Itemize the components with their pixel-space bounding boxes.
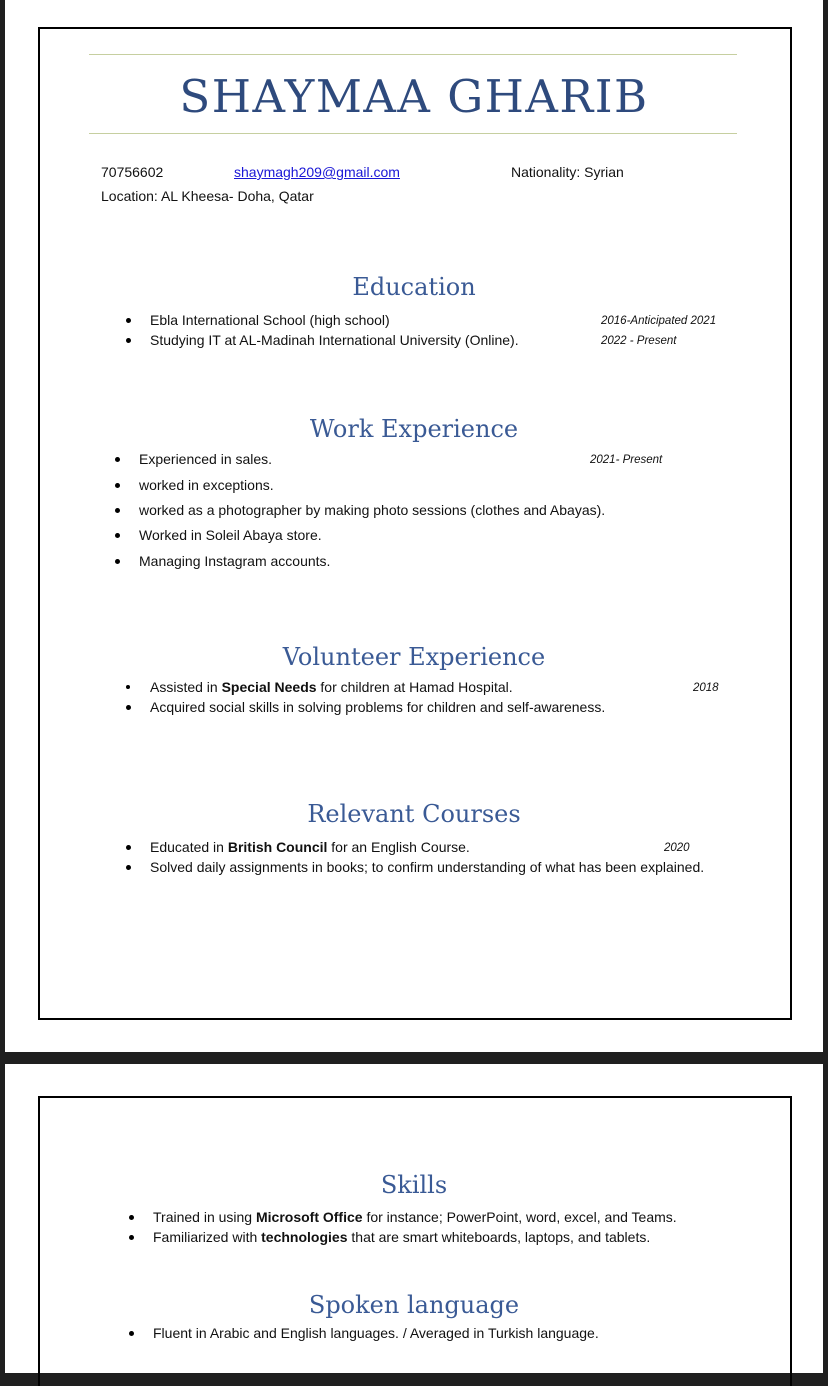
list-item: Ebla International School (high school) <box>150 311 390 329</box>
resume-page-1 <box>5 0 823 1052</box>
location: Location: AL Kheesa- Doha, Qatar <box>101 188 314 204</box>
bullet-icon <box>129 1215 134 1220</box>
bullet-icon <box>126 865 131 870</box>
list-item: Fluent in Arabic and English languages. / Averaged in Turkish language. <box>153 1324 599 1342</box>
title-rule-top <box>89 54 737 55</box>
email-link[interactable]: shaymagh209@gmail.com <box>234 164 400 180</box>
section-heading-work: Work Experience <box>309 415 519 443</box>
list-item: Worked in Soleil Abaya store. <box>139 526 322 544</box>
bullet-icon <box>115 508 120 513</box>
bullet-icon <box>126 845 131 850</box>
candidate-name: SHAYMAA GHARIB <box>179 70 649 123</box>
list-item: Managing Instagram accounts. <box>139 552 330 570</box>
nationality: Nationality: Syrian <box>511 164 624 180</box>
bullet-icon <box>115 559 120 564</box>
list-item: worked in exceptions. <box>139 476 274 494</box>
list-item: worked as a photographer by making photo sessions (clothes and Abayas). <box>139 501 605 519</box>
bullet-icon <box>126 685 130 689</box>
list-item: Familiarized with technologies that are smart whiteboards, laptops, and tablets. <box>153 1228 650 1246</box>
bullet-icon <box>129 1331 134 1336</box>
item-date: 2018 <box>693 682 719 694</box>
bullet-icon <box>126 705 131 710</box>
list-item: Educated in British Council for an English Course. <box>150 838 470 856</box>
list-item: Assisted in Special Needs for children at Hamad Hospital. <box>150 678 513 696</box>
list-item: Solved daily assignments in books; to confirm understanding of what has been explained. <box>150 858 704 876</box>
section-heading-skills: Skills <box>380 1171 448 1199</box>
phone-number: 70756602 <box>101 164 164 180</box>
bullet-icon <box>115 483 120 488</box>
section-heading-education: Education <box>352 273 476 301</box>
section-heading-courses: Relevant Courses <box>307 800 521 828</box>
list-item: Experienced in sales. <box>139 450 272 468</box>
title-rule-bottom <box>89 133 737 134</box>
bullet-icon <box>115 533 120 538</box>
section-heading-volunteer: Volunteer Experience <box>282 643 546 671</box>
item-date: 2022 - Present <box>601 335 677 347</box>
item-date: 2016-Anticipated 2021 <box>601 315 717 327</box>
item-date: 2020 <box>664 842 690 854</box>
list-item: Trained in using Microsoft Office for instance; PowerPoint, word, excel, and Teams. <box>153 1208 677 1226</box>
item-date: 2021- Present <box>590 454 663 466</box>
bullet-icon <box>129 1235 134 1240</box>
bullet-icon <box>126 318 131 323</box>
section-heading-languages: Spoken language <box>308 1291 520 1319</box>
list-item: Acquired social skills in solving problems for children and self-awareness. <box>150 698 605 716</box>
bullet-icon <box>126 338 131 343</box>
list-item: Studying IT at AL-Madinah International University (Online). <box>150 331 519 349</box>
bullet-icon <box>115 457 120 462</box>
